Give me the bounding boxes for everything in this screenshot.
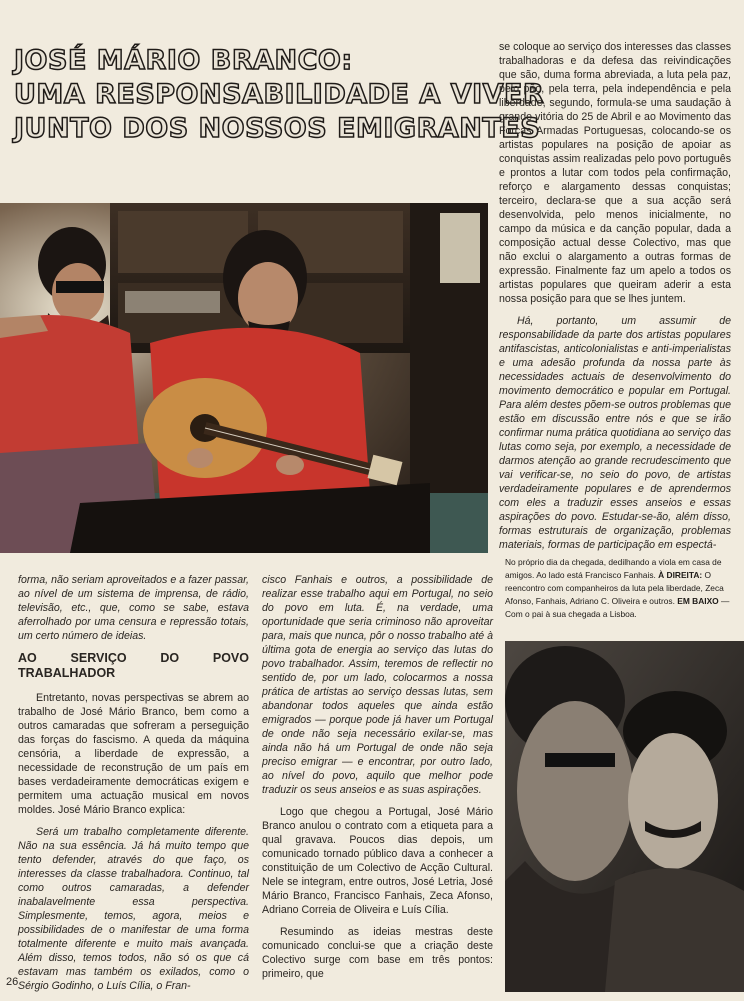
col1-paragraph-1: forma, não seriam aproveitados e a fazer passar, ao nível de um sistema de imprensa, de rádio, televisão, etc., que, como se sabe, estava aferrolhado por uma censura e repressão totais, um certo número de ideias. — [18, 574, 249, 642]
caption-below-photo: — Com o pai à sua chegada a Lisboa. — [505, 596, 730, 619]
caption-label-right: À DIREITA: — [658, 570, 703, 580]
caption-label-below: EM BAIXO — [677, 596, 719, 606]
article-title — [14, 44, 545, 146]
page-number: 26 — [6, 976, 19, 988]
title-line-2: UMA RESPONSABILIDADE A VIVER — [14, 79, 545, 110]
right-col-paragraph-1: se coloque ao serviço dos interesses das classes trabalhadoras e da defesa das reivindicações que são, duma forma abreviada, a luta pela paz, pelo pão, pela terra, pela independência e pela liberdade, segundo, formula-se uma saudação à grande vitória do 25 de Abril e ao Movimento das Forças Armadas Portuguesas, colocando-se os artistas populares na posição de apoiar as conquistas assim realizadas pelo povo português e prontos a lutar com todos pela confirmação, reforço e alargamento dessas conquistas; terceiro, declara-se que a sua acção será desenvolvida, pelo menos inicialmente, no campo da música e da canção popular, dada a composição actual desse Colectivo, mas que não exclui o alargamento a outras formas de expressão. Finalmente faz um apelo a todos os artistas populares que queiram aderir a esta nossa posição para que se lhes juntem. — [499, 41, 732, 305]
portrait-photo — [505, 641, 744, 992]
col1-paragraph-2: Entretanto, novas perspectivas se abrem ao trabalho de José Mário Branco, bem como a outros camaradas que sofreram a perseguição das forças do fascismo. A queda da máquina censória, a liberdade de expressão, a necessidade de reconstrução de um país em bases verdadeiramente democráticas exigem e permitem uma actuação musical em novos moldes. José Mário Branco explica: — [18, 692, 249, 816]
main-photo-guitarist — [0, 203, 488, 553]
caption-right-photo: O reencontro com companheiros da luta pela liberdade, Zeca Afonso, Fanhais, Adriano C. Oliveira e outros. — [505, 570, 724, 606]
col2-paragraph-3: Resumindo as ideias mestras deste comunicado conclui-se que a criação deste Colectivo surge com base em três pontos: primeiro, que — [262, 926, 493, 980]
col1-paragraph-3: Será um trabalho completamente diferente. Não na sua essência. Já há muito tempo que tento defender, através do que faço, os interesses da classe trabalhadora. Continuo, tal como outros camaradas, a defender inabalavelmente essa perspectiva. Simplesmente, temos, agora, meios e possibilidades de o manifestar de uma forma totalmente diferente e muito mais avançada. Além disso, temos todos, não só os que cá estavam mas também os exilados, como o Sérgio Godinho, o Luís Cília, o Fran- — [18, 826, 249, 992]
section-heading: AO SERVIÇO DO POVO TRABALHADOR — [18, 651, 249, 680]
col2-paragraph-1: cisco Fanhais e outros, a possibilidade de realizar esse trabalho aqui em Portugal, no seio do povo em luta. É, na verdade, uma oportunidade que seria criminoso não aproveitar para, mais que nunca, pôr o nosso trabalho até à última gota de energia ao serviço das lutas do povo trabalhador. Assim, teremos de reflectir no sentido de, por um lado, colocarmos a nossa prática de artistas ao serviço dessas lutas, sem abandonar todos aqueles que ainda estão emigrados — porque pode já haver um Portugal de onde não seja necessário exilar-se, mas ainda não há um Portugal de onde não seja preciso emigrar — e encontrar, por outro lado, ao nível do povo, aquilo que melhor pode traduzir os seus anseios e as suas aspirações. — [262, 574, 493, 796]
right-col-paragraph-2: Há, portanto, um assumir de responsabilidade da parte dos artistas populares antifascistas, anticolonialistas e anti-imperialistas e uma adesão profunda da nossa parte às necessidades actuais de desenvolvimento do movimento democrático e popular em Portugal. Para além destes põem-se outros problemas que estão em discussão entre nós e que se irão confirmar numa prática quotidiana ao serviço das lutas como seja, por exemplo, a necessidade de darmos atenção ao grande recrudescimento que vai verificar-se, no seio do povo, de artistas verdadeiramente populares e de aprendermos com eles a traduzir esses anseios e essas aspirações do povo. Estudar-se-ão, além disso, formas estruturais de organização, problemas materiais, formas de participação em espectá- — [499, 315, 732, 551]
title-line-3: JUNTO DOS NOSSOS EMIGRANTES — [14, 113, 541, 144]
right-top-column — [499, 40, 731, 560]
bottom-column-2 — [262, 573, 493, 989]
bottom-column-1 — [18, 573, 249, 1001]
title-line-1: JOSÉ MÁRIO BRANCO: — [14, 45, 353, 76]
col2-paragraph-2: Logo que chegou a Portugal, José Mário Branco anulou o contrato com a etiqueta para a qual gravava. Poucos dias depois, um comunicado tornado público dava a conhecer a constituição de um Colectivo de Acção Cultural. Nele se integram, entre outros, José Letria, José Mário Branco, Francisco Fanhais, Zeca Afonso, Adriano Correia de Oliveira e Luís Cília. — [262, 806, 493, 916]
caption-main-photo: No próprio dia da chegada, dedilhando a viola em casa de amigos. Ao lado está Francisco Fanhais. — [505, 557, 722, 580]
portrait-photo-illustration — [505, 641, 744, 992]
photo-caption — [505, 556, 733, 621]
guitar-photo-illustration — [0, 203, 488, 553]
